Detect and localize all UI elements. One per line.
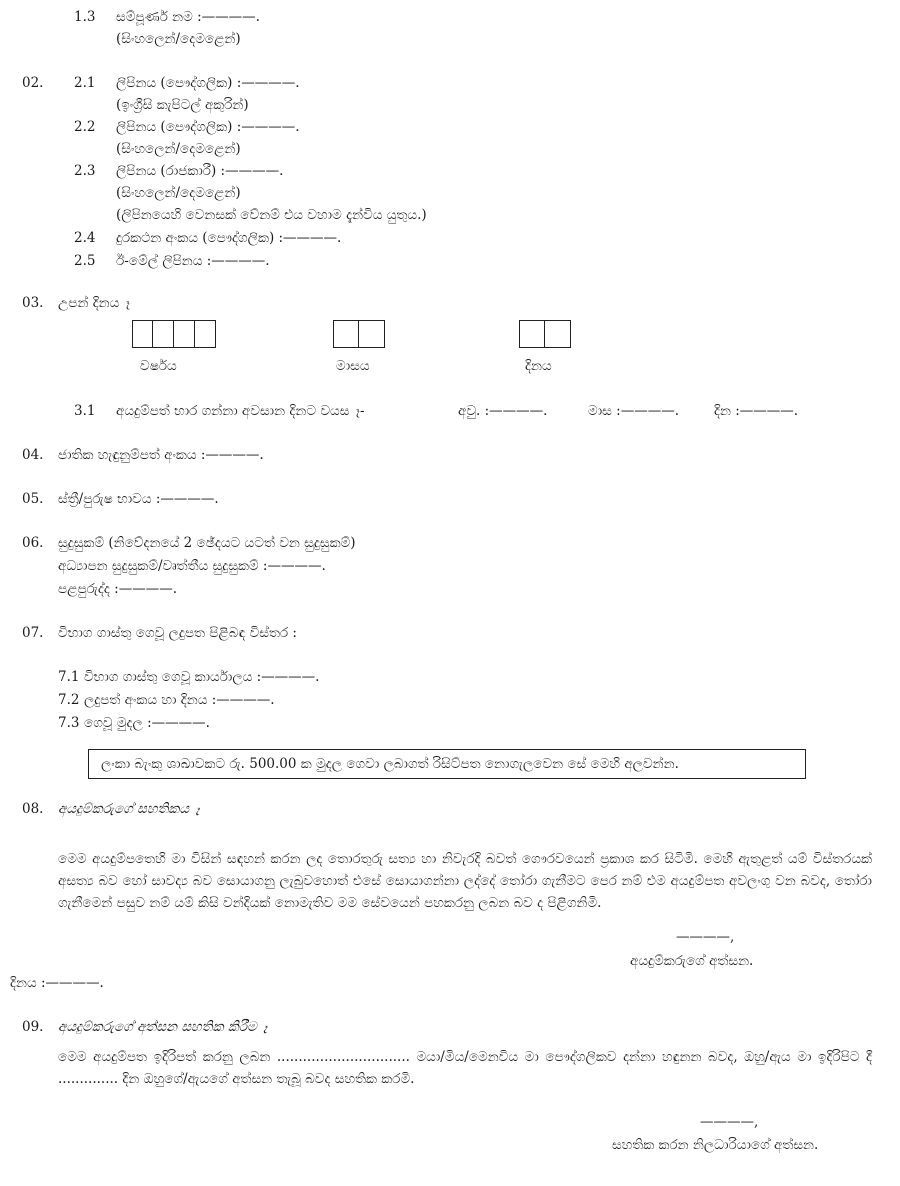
section-03-number: 03. — [22, 295, 44, 311]
section-07-number: 07. — [22, 625, 44, 641]
item-2-4-number: 2.4 — [74, 230, 96, 246]
birth-month-digit-box[interactable] — [359, 320, 385, 348]
birth-year-digit-box[interactable] — [153, 320, 174, 348]
applicant-certificate-heading: අයදුම්කරුගේ සහතිකය ෑ — [58, 801, 200, 817]
receipt-paste-box — [88, 749, 806, 779]
date-of-birth-label: උපන් දිනය ෑ — [58, 295, 130, 311]
section-04-number: 04. — [22, 447, 44, 463]
age-at-closing-date-label: අයදුම්පත් භාර ගන්නා අවසාන දිනට වයස ෑ- — [116, 403, 365, 419]
birth-year-digit-box[interactable] — [174, 320, 195, 348]
item-7-2-number: 7.2 — [58, 692, 80, 708]
full-name-language-note: (සිංහලෙන්/දෙමළෙන්) — [116, 31, 241, 47]
birth-month-boxes[interactable] — [333, 320, 385, 348]
private-address-sinhala-label: ලිපිනය (පෞද්ගලික) :————. — [116, 119, 300, 135]
officer-signature-line: ————, — [700, 1114, 759, 1130]
full-name-field-label: සම්පූර්ණ නම :————. — [116, 9, 260, 25]
age-days-field: දින :————. — [714, 403, 799, 419]
item-3-1-number: 3.1 — [74, 403, 96, 419]
applicant-signature-line: ————, — [676, 929, 735, 945]
section-06-number: 06. — [22, 535, 44, 551]
fee-paid-office-label: විභාග ගාස්තු ගෙවූ කාර්යාලය :————. — [84, 669, 320, 685]
item-7-3-number: 7.3 — [58, 715, 80, 731]
birth-day-boxes[interactable] — [519, 320, 571, 348]
age-months-field: මාස :————. — [588, 403, 679, 419]
birth-year-digit-box[interactable] — [132, 320, 153, 348]
receipt-number-date-label: ලදුපත් අංකය හා දිනය :————. — [84, 692, 275, 708]
birth-year-caption: වර්ෂය — [140, 358, 177, 374]
private-address-sinhala-note: (සිංහලෙන්/දෙමළෙන්) — [116, 141, 241, 157]
official-address-language-note: (සිංහලෙන්/දෙමළෙන්) — [116, 185, 241, 201]
birth-month-digit-box[interactable] — [333, 320, 359, 348]
official-address-label: ලිපිනය (රාජකාරී) :————. — [116, 163, 284, 179]
birth-day-caption: දිනය — [525, 358, 552, 374]
phone-number-label: දුරකථන අංකය (පෞද්ගලික) :————. — [116, 230, 342, 246]
item-2-3-number: 2.3 — [74, 163, 96, 179]
section-05-number: 05. — [22, 491, 44, 507]
education-qualifications-label: අධ්‍යාපන සුදුසුකම්/වෘත්තීය සුදුසුකම් :————. — [58, 558, 326, 574]
section-02-number: 02. — [22, 75, 44, 91]
section-08-number: 08. — [22, 801, 44, 817]
private-address-english-label: ලිපිනය (පෞද්ගලික) :————. — [116, 75, 300, 91]
declaration-date-field: දිනය :————. — [10, 975, 104, 991]
age-years-field: අවු. :————. — [458, 403, 548, 419]
amount-paid-label: ගෙවූ මුදල :————. — [84, 715, 210, 731]
birth-day-digit-box[interactable] — [519, 320, 545, 348]
gender-label: ස්ත්‍රී/පුරුෂ භාවය :————. — [58, 491, 219, 507]
birth-year-digit-box[interactable] — [195, 320, 216, 348]
exam-fee-receipt-heading: විභාග ගාස්තු ගෙවූ ලදුපත පිළිබඳ විස්තර : — [58, 625, 297, 641]
item-7-1-number: 7.1 — [58, 669, 80, 685]
item-2-5-number: 2.5 — [74, 253, 96, 269]
applicant-signature-label: අයදුම්කරුගේ අත්සන. — [630, 953, 754, 969]
item-2-2-number: 2.2 — [74, 119, 96, 135]
birth-month-caption: මාසය — [336, 358, 370, 374]
applicant-declaration-paragraph: මෙම අයදුම්පතෙහි මා විසින් සඳහන් කරන ලද තොරතුරු සත්‍ය හා නිවැරදි බවත් ගෞරවයෙන් ප්‍රකාශ කර සිටිමි. මෙහි ඇතුළත් යම් විස්තරයක් අසත්‍ය බව හෝ සාවද්‍ය බව සොයාගනු ලැබුවහොත් එසේ සොයාගන්නා ලද්දේ තෝරා ගැනීමට පෙර නම් එම අයදුම්පත අවලංගු වන බවද, තෝරා ගැනීමෙන් පසුව නම් යම් කිසි වන්දියක් නොමැතිව මම සේවයෙන් පහකරනු ලබන බව ද පිළිගනිමි. — [58, 851, 872, 911]
receipt-paste-instruction: ලංකා බැංකු ශාඛාවකට රු. 500.00 ක මුදල ගෙවා ලබාගත් රිසිට්පත නොගැලවෙන සේ මෙහි අලවන්න. — [101, 756, 679, 772]
signature-attestation-heading: අයදුම්කරුගේ අත්සන සහතික කිරීම ෑ — [58, 1019, 268, 1035]
certifying-officer-signature-label: සහතික කරන නිලධාරියාගේ අත්සන. — [612, 1137, 819, 1153]
item-2-1-number: 2.1 — [74, 75, 96, 91]
email-address-label: ඊ-මේල් ලිපිනය :————. — [116, 253, 270, 269]
nic-number-label: ජාතික හැඳුනුම්පත් අංකය :————. — [58, 447, 264, 463]
signature-attestation-paragraph: මෙම අයදුම්පත ඉදිරිපත් කරනු ලබන ............................... මයා/මිය/මෙනවිය මා පෞද්ගලිකව දන්නා හඳුනන බවද, ඔහු/ඇය මා ඉදිරිපිට දී .............. දින ඔහුගේ/ඇයගේ අත්සන තැබූ බවද සහතික කරමි. — [58, 1049, 872, 1087]
official-address-change-note: (ලිපිනයෙහි වෙනසක් වේනම් එය වහාම දැන්විය යුතුය.) — [116, 207, 427, 223]
qualifications-heading: සුදුසුකම් (නිවේදනයේ 2 ඡේදයට යටත් වන සුදුසුකම්) — [58, 535, 356, 551]
section-09-number: 09. — [22, 1019, 44, 1035]
birth-day-digit-box[interactable] — [545, 320, 571, 348]
item-1-3-number: 1.3 — [74, 9, 96, 25]
private-address-english-note: (ඉංග්‍රීසි කැපිටල් අකුරින්) — [116, 97, 249, 113]
birth-year-boxes[interactable] — [132, 320, 216, 348]
experience-label: පළපුරුද්ද :————. — [58, 581, 177, 597]
